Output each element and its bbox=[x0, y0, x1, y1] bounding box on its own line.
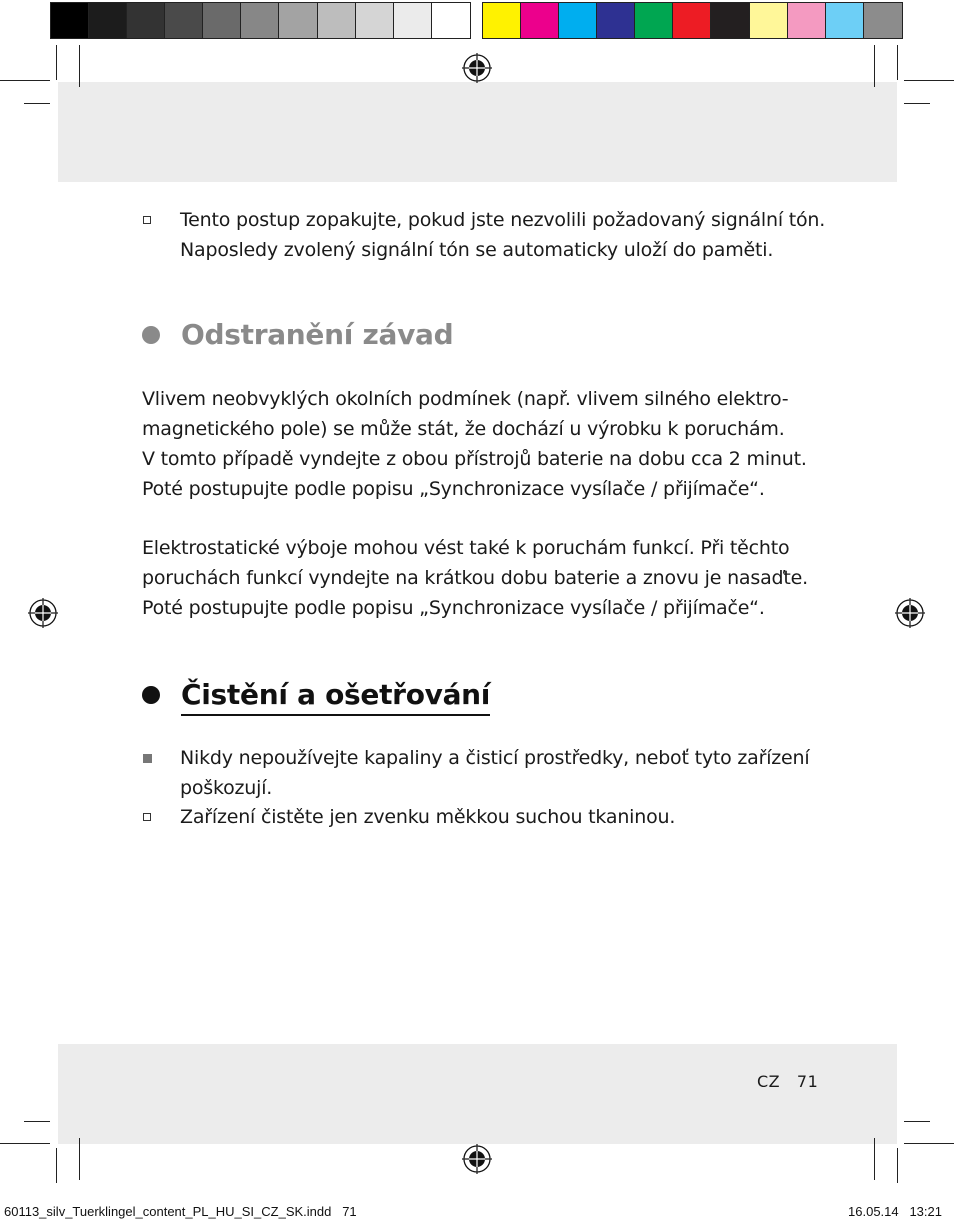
registration-mark-icon bbox=[895, 598, 925, 628]
color-swatch bbox=[750, 3, 788, 38]
cleaning-bullet-1-text bbox=[180, 743, 809, 803]
color-swatch bbox=[864, 3, 902, 38]
filled-square-bullet-icon bbox=[142, 743, 162, 773]
process-color-swatch-bar bbox=[482, 2, 903, 39]
top-gray-band bbox=[58, 82, 897, 182]
color-swatch bbox=[559, 3, 597, 38]
crop-mark bbox=[874, 45, 875, 87]
crop-mark bbox=[904, 1143, 954, 1144]
intro-bullet-text bbox=[180, 205, 825, 265]
color-swatch bbox=[788, 3, 826, 38]
crop-mark bbox=[24, 103, 50, 104]
text-line: Vlivem neobvyklých okolních podmínek (např. vlivem silného elektro- bbox=[142, 388, 789, 410]
text-line: magnetického pole) se může stát, že dochází u výrobku k poruchám. bbox=[142, 418, 785, 440]
gray-dot-bullet-icon bbox=[142, 326, 160, 344]
text-line: Naposledy zvolený signální tón se automaticky uloží do paměti. bbox=[180, 239, 774, 261]
color-swatch bbox=[711, 3, 749, 38]
crop-mark bbox=[0, 80, 50, 81]
crop-mark bbox=[24, 1121, 50, 1122]
footer-filename: 60113_silv_Tuerklingel_content_PL_HU_SI_CZ_SK.indd 71 bbox=[4, 1204, 357, 1219]
crop-mark bbox=[79, 45, 80, 87]
crop-mark bbox=[904, 103, 930, 104]
text-line: poškozují. bbox=[180, 777, 273, 799]
text-line: Poté postupujte podle popisu „Synchronizace vysílače / přijímače“. bbox=[142, 478, 765, 500]
crop-mark bbox=[897, 1148, 898, 1183]
crop-mark bbox=[874, 1138, 875, 1180]
text-line: V tomto případě vyndejte z obou přístrojů baterie na dobu cca 2 minut. bbox=[142, 448, 807, 470]
color-swatch bbox=[635, 3, 673, 38]
color-swatch bbox=[826, 3, 864, 38]
footer-datetime: 16.05.14 13:21 bbox=[848, 1204, 942, 1219]
color-swatch bbox=[51, 3, 89, 38]
troubleshooting-paragraph-2 bbox=[142, 533, 808, 623]
text-line: Tento postup zopakujte, pokud jste nezvolili požadovaný signální tón. bbox=[180, 209, 826, 231]
black-dot-bullet-icon bbox=[142, 686, 160, 704]
grayscale-swatch-bar bbox=[50, 2, 471, 39]
troubleshooting-paragraph-1 bbox=[142, 384, 807, 504]
page-number: CZ 71 bbox=[757, 1072, 819, 1091]
crop-mark bbox=[56, 1148, 57, 1183]
color-swatch bbox=[483, 3, 521, 38]
color-swatch bbox=[356, 3, 394, 38]
crop-mark bbox=[79, 1138, 80, 1180]
color-swatch bbox=[318, 3, 356, 38]
color-swatch bbox=[165, 3, 203, 38]
text-line: Nikdy nepoužívejte kapaliny a čisticí prostředky, neboť tyto zařízení bbox=[180, 747, 810, 769]
color-swatch bbox=[597, 3, 635, 38]
color-swatch bbox=[279, 3, 317, 38]
registration-mark-icon bbox=[462, 53, 492, 83]
text-line: Zařízení čistěte jen zvenku měkkou suchou tkaninou. bbox=[180, 806, 676, 828]
color-swatch bbox=[127, 3, 165, 38]
crop-mark bbox=[904, 1121, 930, 1122]
crop-mark bbox=[897, 45, 898, 80]
open-square-bullet-icon bbox=[142, 205, 162, 235]
crop-mark bbox=[0, 1143, 50, 1144]
cleaning-bullet-2-text bbox=[180, 802, 675, 832]
bottom-gray-band bbox=[58, 1044, 897, 1144]
color-swatch bbox=[673, 3, 711, 38]
text-line: poruchách funkcí vyndejte na krátkou dobu baterie a znovu je nasaďte. bbox=[142, 567, 808, 589]
color-swatch bbox=[432, 3, 470, 38]
color-swatch bbox=[203, 3, 241, 38]
crop-mark bbox=[56, 45, 57, 80]
text-line: Poté postupujte podle popisu „Synchronizace vysílače / přijímače“. bbox=[142, 597, 765, 619]
color-swatch bbox=[241, 3, 279, 38]
section-title: Čistění a ošetřování bbox=[181, 676, 490, 716]
color-swatch bbox=[521, 3, 559, 38]
crop-mark bbox=[904, 80, 954, 81]
open-square-bullet-icon bbox=[142, 802, 162, 832]
registration-mark-icon bbox=[28, 598, 58, 628]
color-swatch bbox=[89, 3, 127, 38]
registration-mark-icon bbox=[462, 1144, 492, 1174]
color-swatch bbox=[394, 3, 432, 38]
text-line: Elektrostatické výboje mohou vést také k poruchám funkcí. Při těchto bbox=[142, 537, 790, 559]
section-title: Odstranění závad bbox=[181, 318, 454, 351]
